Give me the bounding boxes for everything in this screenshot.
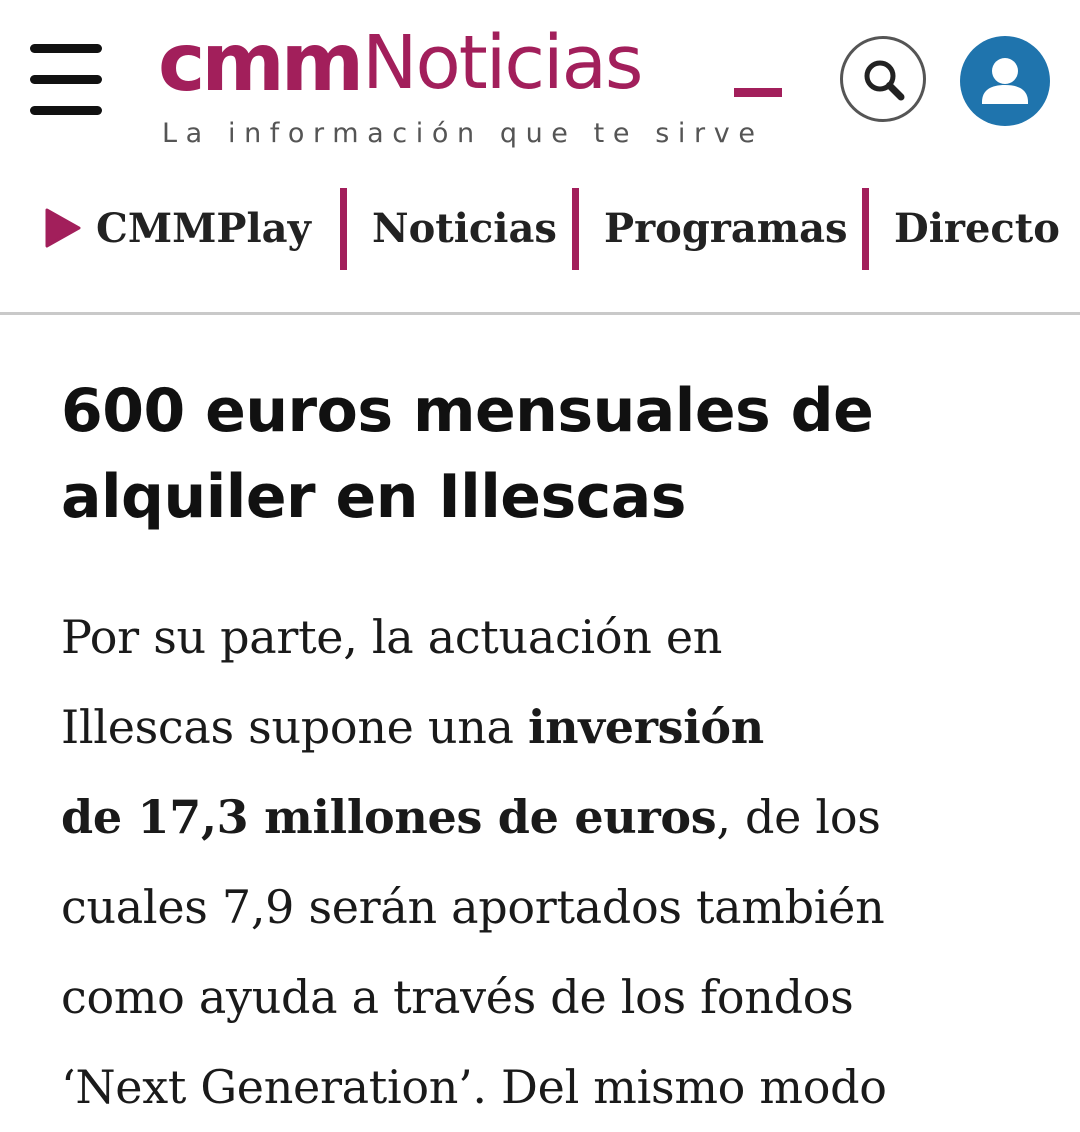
- main-navigation: [0, 160, 1080, 315]
- nav-item-directo[interactable]: Directo: [894, 205, 1060, 252]
- nav-item-cmmplay[interactable]: CMMPlay: [96, 205, 311, 252]
- body-line: [61, 1042, 1051, 1132]
- body-line: [61, 862, 1051, 952]
- logo-wordmark: [158, 18, 642, 108]
- article-body: [61, 592, 1051, 1132]
- logo-cmm: cmm: [158, 16, 361, 109]
- user-icon: [960, 36, 1050, 126]
- nav-separator: [340, 188, 347, 270]
- body-line: [61, 682, 1051, 772]
- logo-tagline: La información que te sirve: [162, 118, 764, 149]
- nav-separator: [862, 188, 869, 270]
- menu-bar: [30, 75, 102, 84]
- nav-separator: [572, 188, 579, 270]
- body-line: [61, 772, 1051, 862]
- site-logo[interactable]: [158, 16, 788, 149]
- body-line: [61, 952, 1051, 1042]
- nav-item-programas[interactable]: Programas: [604, 205, 848, 252]
- body-bold-segment: de 17,3 millones de euros: [61, 790, 717, 844]
- play-icon: [45, 208, 81, 248]
- body-line: [61, 592, 1051, 682]
- hamburger-menu-icon[interactable]: [30, 44, 102, 114]
- site-header: [0, 0, 1080, 160]
- body-text-segment: , de los: [716, 790, 881, 844]
- article-headline: 600 euros mensuales de alquiler en Illescas: [61, 376, 874, 532]
- logo-underscore: [734, 88, 782, 97]
- body-text-segment: ‘Next Generation’. Del mismo modo: [61, 1060, 887, 1114]
- user-account-button[interactable]: [960, 36, 1050, 126]
- body-text-segment: Por su parte, la actuación en: [61, 610, 723, 664]
- body-bold-segment: inversión: [527, 700, 764, 754]
- body-text-segment: Illescas supone una: [61, 700, 528, 754]
- search-icon: [862, 58, 906, 102]
- body-text-segment: cuales 7,9 serán aportados también: [61, 880, 885, 934]
- body-text-segment: como ayuda a través de los fondos: [61, 970, 854, 1024]
- menu-bar: [30, 106, 102, 115]
- nav-item-noticias[interactable]: Noticias: [372, 205, 557, 252]
- menu-bar: [30, 44, 102, 53]
- search-button[interactable]: [840, 36, 926, 122]
- logo-noticias: Noticias: [362, 20, 642, 106]
